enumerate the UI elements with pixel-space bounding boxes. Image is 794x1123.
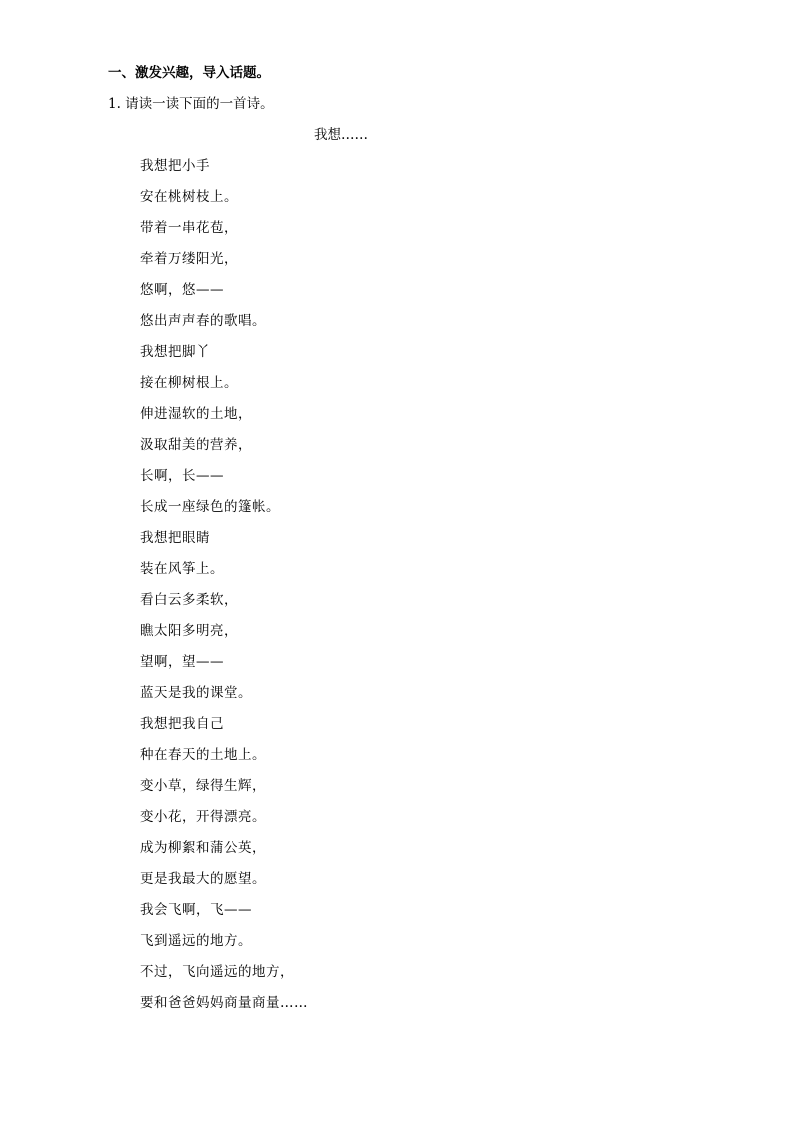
poem-body xyxy=(140,157,308,1025)
poem-line: 成为柳絮和蒲公英， xyxy=(140,840,266,856)
poem-line: 望啊，望—— xyxy=(140,654,224,670)
poem-line: 蓝天是我的课堂。 xyxy=(140,685,252,701)
poem-line: 更是我最大的愿望。 xyxy=(140,871,266,887)
poem-line: 我想把脚丫 xyxy=(140,344,210,360)
poem-line: 瞧太阳多明亮， xyxy=(140,623,238,639)
poem-line: 飞到遥远的地方。 xyxy=(140,933,252,949)
poem-line: 带着一串花苞， xyxy=(140,220,238,236)
section-heading: 一、激发兴趣，导入话题。 xyxy=(108,65,270,81)
poem-line: 种在春天的土地上。 xyxy=(140,747,266,763)
poem-line: 长啊，长—— xyxy=(140,468,224,484)
poem-line: 要和爸爸妈妈商量商量…… xyxy=(140,995,308,1011)
question-instruction: 1. 请读一读下面的一首诗。 xyxy=(108,96,274,112)
poem-line: 不过，飞向遥远的地方， xyxy=(140,964,294,980)
poem-line: 装在风筝上。 xyxy=(140,561,224,577)
poem-line: 变小草，绿得生辉， xyxy=(140,778,266,794)
poem-line: 安在桃树枝上。 xyxy=(140,189,238,205)
poem-line: 牵着万缕阳光， xyxy=(140,251,238,267)
poem-line: 长成一座绿色的篷帐。 xyxy=(140,499,280,515)
poem-line: 我想把我自己 xyxy=(140,716,224,732)
poem-line: 悠啊，悠—— xyxy=(140,282,224,298)
poem-line: 我想把小手 xyxy=(140,158,210,174)
poem-line: 伸进湿软的土地， xyxy=(140,406,252,422)
poem-line: 接在柳树根上。 xyxy=(140,375,238,391)
poem-line: 我想把眼睛 xyxy=(140,530,210,546)
poem-title: 我想…… xyxy=(314,127,368,143)
poem-line: 看白云多柔软， xyxy=(140,592,238,608)
poem-line: 汲取甜美的营养， xyxy=(140,437,252,453)
poem-line: 变小花，开得漂亮。 xyxy=(140,809,266,825)
poem-line: 悠出声声春的歌唱。 xyxy=(140,313,266,329)
poem-line: 我会飞啊，飞—— xyxy=(140,902,252,918)
